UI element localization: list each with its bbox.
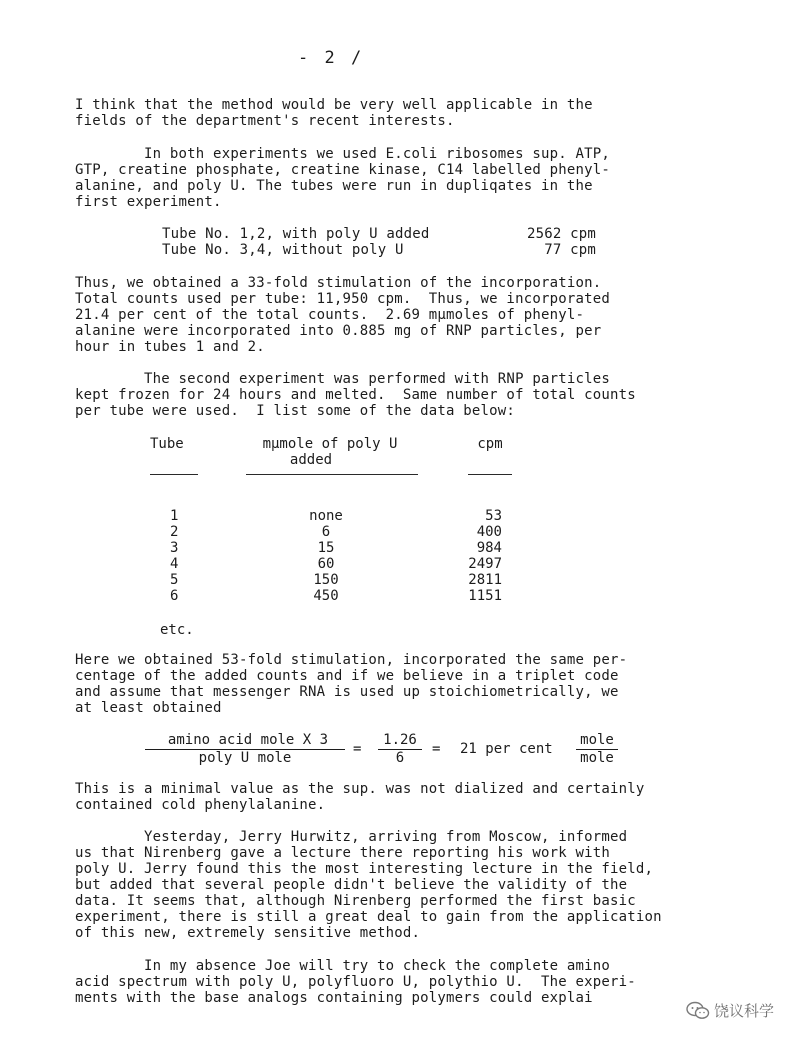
table-cell-cpm: 1151 [468,588,502,604]
paragraph-7-line-2: us that Nirenberg gave a lecture there reporting his work with [75,845,610,861]
table-cell-polyu: none [309,508,343,524]
paragraph-8-line-3: ments with the base analogs containing polymers could explai [75,990,593,1006]
paragraph-7-line-1: Yesterday, Jerry Hurwitz, arriving from Moscow, informed [75,829,628,845]
paragraph-5-line-2: centage of the added counts and if we believe in a triplet code [75,668,619,684]
paragraph-4-line-3: per tube were used. I list some of the data below: [75,403,516,419]
table-header-tube: Tube [150,436,184,452]
table-cell-cpm: 2497 [468,556,502,572]
paragraph-7-line-6: experiment, there is still a great deal to gain from the application [75,909,662,925]
tube-line-1-value: 2562 cpm [526,226,596,242]
paragraph-3-line-3: 21.4 per cent of the total counts. 2.69 mμmoles of phenyl- [75,307,585,323]
paragraph-4-line-2: kept frozen for 24 hours and melted. Same number of total counts [75,387,636,403]
formula-numerator-3: mole [580,732,614,748]
table-rule-cpm [468,474,512,475]
formula-equals-1: = [353,741,362,757]
table-cell-cpm: 2811 [468,572,502,588]
table-header-polyu-added: added [289,452,333,468]
paragraph-8-line-1: In my absence Joe will try to check the complete amino [75,958,610,974]
paragraph-1-line-1: I think that the method would be very well applicable in the [75,97,593,113]
paragraph-7-line-4: but added that several people didn't believe the validity of the [75,877,628,893]
paragraph-2-line-2: GTP, creatine phosphate, creatine kinase, C14 labelled phenyl- [75,162,610,178]
paragraph-6-line-1: This is a minimal value as the sup. was not dialized and certainly [75,781,645,797]
table-rule-tube [150,474,198,475]
formula-denominator-3: mole [580,750,614,766]
paragraph-3-line-5: hour in tubes 1 and 2. [75,339,265,355]
table-cell-polyu: 15 [317,540,335,556]
table-etc: etc. [160,622,194,638]
paragraph-3-line-2: Total counts used per tube: 11,950 cpm. Thus, we incorporated [75,291,610,307]
formula-denominator-1: poly U mole [198,750,292,766]
table-cell-cpm: 53 [485,508,502,524]
paragraph-4-line-1: The second experiment was performed with RNP particles [75,371,610,387]
paragraph-2-line-4: first experiment. [75,194,222,210]
paragraph-6-line-2: contained cold phenylalanine. [75,797,326,813]
paragraph-5-line-4: at least obtained [75,700,222,716]
table-cell-polyu: 450 [313,588,339,604]
table-cell-polyu: 60 [317,556,335,572]
paragraph-1-line-2: fields of the department's recent interests. [75,113,455,129]
table-cell-cpm: 984 [476,540,502,556]
tube-line-2-label: Tube No. 3,4, without poly U [162,242,404,258]
paragraph-8-line-2: acid spectrum with poly U, polyfluoro U, polythio U. The experi- [75,974,636,990]
paragraph-7-line-7: of this new, extremely sensitive method. [75,925,421,941]
paragraph-5-line-1: Here we obtained 53-fold stimulation, incorporated the same per- [75,652,628,668]
table-cell-tube: 3 [170,540,179,556]
formula-denominator-2: 6 [395,750,405,766]
paragraph-2-line-1: In both experiments we used E.coli ribosomes sup. ATP, [75,146,610,162]
table-cell-cpm: 400 [476,524,502,540]
formula-equals-2: = [432,741,441,757]
table-cell-tube: 1 [170,508,179,524]
wechat-icon [686,1001,710,1021]
formula-numerator-1: amino acid mole X 3 [167,732,329,748]
table-header-polyu: mμmole of poly U [262,436,398,452]
watermark-text: 饶议科学 [713,1002,774,1020]
paragraph-3-line-1: Thus, we obtained a 33-fold stimulation of the incorporation. [75,275,602,291]
table-header-cpm: cpm [477,436,503,452]
tube-line-1-label: Tube No. 1,2, with poly U added [162,226,430,242]
wechat-watermark [686,1000,774,1021]
table-cell-tube: 2 [170,524,179,540]
table-cell-polyu: 150 [313,572,339,588]
table-cell-polyu: 6 [321,524,331,540]
table-cell-tube: 6 [170,588,179,604]
paragraph-5-line-3: and assume that messenger RNA is used up stoichiometrically, we [75,684,619,700]
formula-numerator-2: 1.26 [383,732,417,748]
tube-line-2-value: 77 cpm [544,242,596,258]
table-rule-polyu [246,474,418,475]
paragraph-2-line-3: alanine, and poly U. The tubes were run in dupliqates in the [75,178,593,194]
paragraph-7-line-5: data. It seems that, although Nirenberg performed the first basic [75,893,636,909]
table-cell-tube: 4 [170,556,179,572]
formula-result: 21 per cent [460,741,553,757]
table-cell-tube: 5 [170,572,179,588]
page-number: - 2 / [298,48,365,68]
paragraph-7-line-3: poly U. Jerry found this the most interesting lecture in the field, [75,861,654,877]
paragraph-3-line-4: alanine were incorporated into 0.885 mg of RNP particles, per [75,323,602,339]
